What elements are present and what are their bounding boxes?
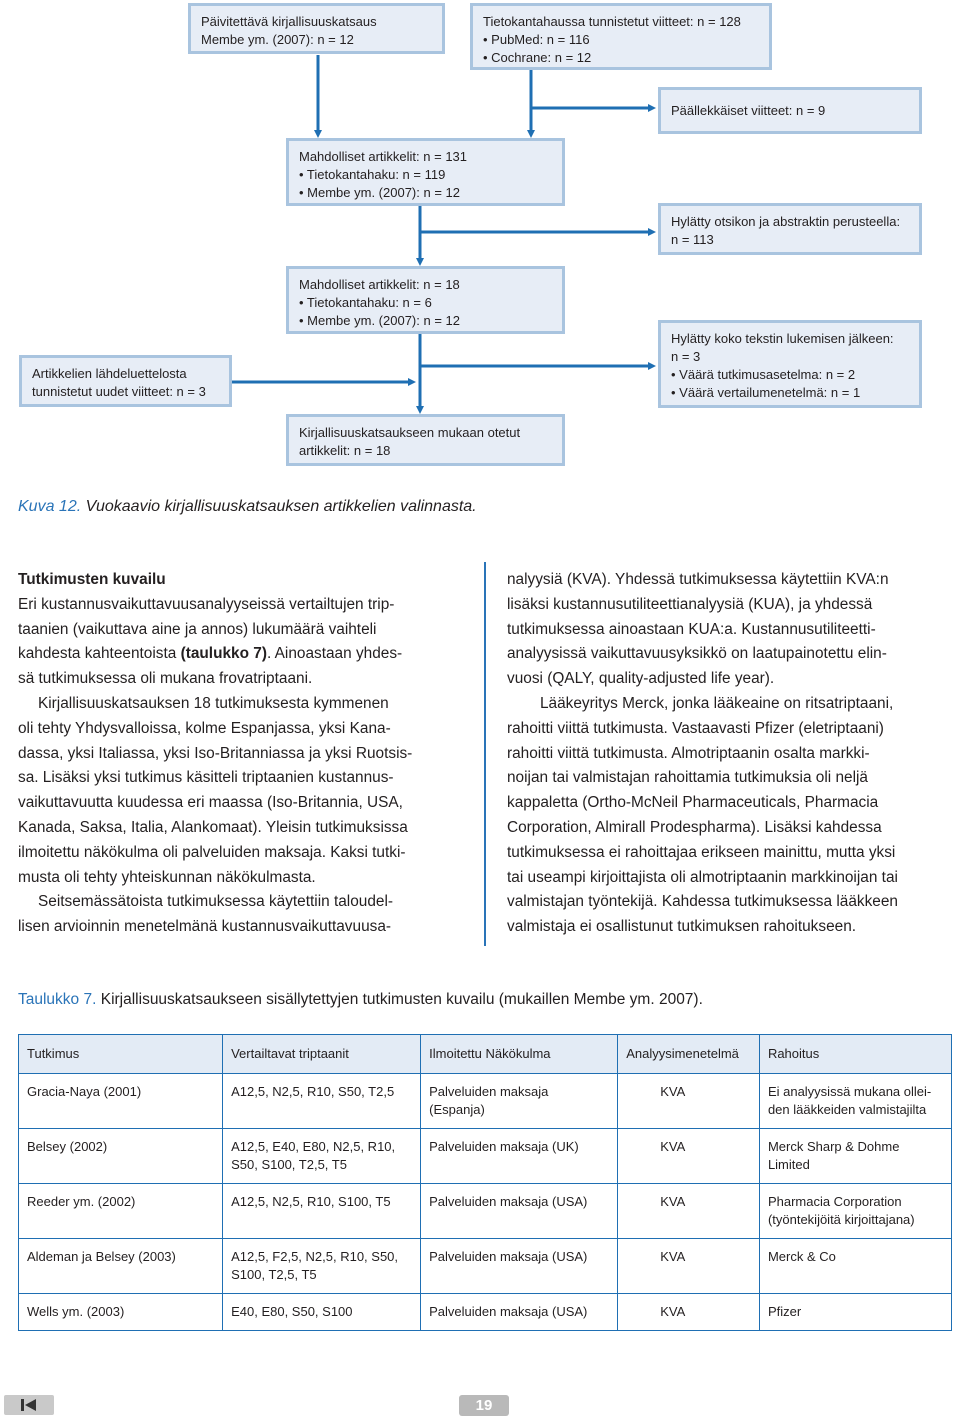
section-heading: Tutkimusten kuvailu — [18, 571, 166, 588]
box-line: Tietokantahaussa tunnistetut viitteet: n = 128 — [483, 14, 741, 29]
box-line: • Cochrane: n = 12 — [483, 50, 592, 65]
table-cell — [19, 1239, 223, 1294]
table-header-row — [19, 1035, 952, 1074]
cell-line: (työntekijöitä kirjoittajana) — [767, 1212, 915, 1227]
cell-line: Limited — [767, 1157, 810, 1172]
box-line: Artikkelien lähdeluettelosta — [32, 366, 187, 381]
box-line: • Tietokantahaku: n = 119 — [299, 167, 446, 182]
cell-line: S50, S100, T2,5, T5 — [231, 1157, 347, 1172]
table-row — [19, 1294, 952, 1331]
box-possible-2 — [286, 266, 565, 334]
box-line: n = 3 — [671, 349, 701, 364]
text-line: kahdesta kahteentoista — [18, 645, 181, 663]
table-row — [19, 1074, 952, 1129]
table-cell — [618, 1239, 760, 1294]
table-cell — [19, 1294, 223, 1331]
table-row — [19, 1129, 952, 1184]
box-line: Membe ym. (2007): n = 12 — [201, 32, 354, 47]
box-rejected-fulltext — [658, 320, 922, 408]
table-cell — [421, 1074, 618, 1129]
cell-line: Palveluiden maksaja (UK) — [429, 1139, 579, 1154]
cell-line: Ei analyysissä mukana ollei- — [767, 1084, 932, 1099]
first-page-button[interactable] — [4, 1395, 54, 1415]
cell-line: Merck Sharp & Dohme — [767, 1139, 900, 1154]
text-line: lisäksi kustannusutiliteettianalyysiä (KUA), ja yhdessä — [507, 595, 873, 613]
text-line: vuosi (QALY, quality-adjusted life year). — [507, 670, 775, 688]
cell-line: den lääkkeiden valmistajilta — [767, 1102, 927, 1117]
text-line: Kirjallisuuskatsauksen 18 tutkimuksesta kymmenen — [38, 694, 389, 712]
table-cell — [421, 1239, 618, 1294]
figure-caption-label: Kuva 12. — [18, 498, 82, 515]
cell-line: KVA — [660, 1304, 686, 1319]
box-update — [188, 3, 445, 54]
cell-line: A12,5, F2,5, N2,5, R10, S50, — [231, 1249, 399, 1264]
body-left-column — [18, 568, 478, 940]
studies-table — [18, 1034, 952, 1331]
text-line: noijan tai valmistajan rahoittamia tutkimuksia oli neljä — [507, 769, 868, 787]
text-line: dassa, yksi Italiassa, yksi Iso-Britanniassa ja yksi Ruotsis- — [18, 744, 413, 762]
column-header: Analyysimenetelmä — [618, 1035, 760, 1074]
text-line: tai useampi kirjoittajista oli almotriptaanin markkinoijan tai — [507, 868, 898, 886]
table-cell — [759, 1129, 951, 1184]
box-included — [286, 414, 565, 466]
table-caption — [18, 991, 703, 1009]
table-cell — [19, 1184, 223, 1239]
cell-line: KVA — [660, 1084, 686, 1099]
cell-line: Belsey (2002) — [27, 1139, 108, 1154]
text-line: sä tutkimuksessa oli mukana frovatriptaani. — [18, 670, 313, 688]
cell-line: KVA — [660, 1249, 686, 1264]
paragraph — [507, 568, 955, 692]
box-line: Hylätty otsikon ja abstraktin perusteella: — [671, 214, 901, 229]
body-right-column — [507, 568, 955, 940]
cell-line: A12,5, N2,5, R10, S100, T5 — [231, 1194, 391, 1209]
table-cell — [421, 1294, 618, 1331]
text-line: lisen arvioinnin menetelmänä kustannusvaikuttavuusa- — [18, 918, 392, 936]
box-line: n = 113 — [671, 232, 714, 247]
first-page-icon — [4, 1395, 54, 1415]
box-line: • PubMed: n = 116 — [483, 32, 590, 47]
paragraph — [18, 890, 478, 940]
page-number: 19 — [459, 1395, 509, 1416]
table-cell — [223, 1129, 421, 1184]
table-cell — [618, 1184, 760, 1239]
text-line: valmistaja ei osallistunut tutkimuksen rahoitukseen. — [507, 918, 857, 936]
table-reference: (taulukko 7) — [180, 645, 267, 663]
text-line: rahoitti viittä tutkimusta. Almotriptaanin osalta markki- — [507, 744, 870, 762]
box-line: Kirjallisuuskatsaukseen mukaan otetut — [299, 425, 521, 440]
table-cell — [19, 1129, 223, 1184]
cell-line: S100, T2,5, T5 — [231, 1267, 317, 1282]
cell-line: Palveluiden maksaja (USA) — [429, 1304, 588, 1319]
text-line: rahoitti viittä tutkimusta. Vastaavasti Pfizer (eletriptaani) — [507, 719, 884, 737]
table-cell — [759, 1184, 951, 1239]
table-cell — [223, 1294, 421, 1331]
cell-line: A12,5, E40, E80, N2,5, R10, — [231, 1139, 396, 1154]
cell-line: (Espanja) — [429, 1102, 485, 1117]
table-cell — [223, 1184, 421, 1239]
text-line: . Ainoastaan yhdes- — [266, 645, 403, 663]
column-header: Tutkimus — [19, 1035, 223, 1074]
column-header: Ilmoitettu Näkökulma — [421, 1035, 618, 1074]
paragraph — [18, 692, 478, 890]
box-databases — [470, 3, 772, 70]
cell-line: Aldeman ja Belsey (2003) — [27, 1249, 176, 1264]
table-cell — [223, 1074, 421, 1129]
box-line: Päällekkäiset viitteet: n = 9 — [671, 103, 826, 118]
text-line: valmistajan työntekijä. Kahdessa tutkimuksessa lääkkeen — [507, 893, 898, 911]
paragraph — [507, 692, 955, 940]
cell-line: Merck & Co — [767, 1249, 836, 1264]
text-line: Seitsemässätoista tutkimuksessa käytettiin taloudel- — [38, 893, 393, 911]
box-line: • Väärä vertailumenetelmä: n = 1 — [671, 385, 861, 400]
column-header: Rahoitus — [759, 1035, 951, 1074]
table-caption-label: Taulukko 7. — [18, 991, 97, 1008]
paragraph — [18, 593, 478, 692]
text-line: ilmoitettu näkökulma oli palveluiden maksaja. Kaksi tutki- — [18, 843, 406, 861]
cell-line: KVA — [660, 1194, 686, 1209]
table-cell — [421, 1129, 618, 1184]
text-line: tutkimuksessa ainoastaan KUA:a. Kustannusutiliteetti- — [507, 620, 876, 638]
box-line: Mahdolliset artikkelit: n = 131 — [299, 149, 468, 164]
cell-line: Pharmacia Corporation — [767, 1194, 902, 1209]
cell-line: KVA — [660, 1139, 686, 1154]
box-line: Päivitettävä kirjallisuuskatsaus — [201, 14, 377, 29]
cell-line: E40, E80, S50, S100 — [231, 1304, 353, 1319]
text-line: Corporation, Almirall Prodespharma). Lisäksi kahdessa — [507, 818, 882, 836]
box-line: artikkelit: n = 18 — [299, 443, 391, 458]
text-line: oli tehty Yhdysvalloissa, kolme Espanjassa, yksi Kana- — [18, 719, 391, 737]
box-rejected-abstract — [658, 203, 922, 255]
table-cell — [759, 1294, 951, 1331]
cell-line: Wells ym. (2003) — [27, 1304, 125, 1319]
box-line: • Väärä tutkimusasetelma: n = 2 — [671, 367, 856, 382]
box-line: Hylätty koko tekstin lukemisen jälkeen: — [671, 331, 894, 346]
table-cell — [618, 1294, 760, 1331]
table-cell — [759, 1074, 951, 1129]
box-line: Mahdolliset artikkelit: n = 18 — [299, 277, 460, 292]
column-divider — [484, 562, 486, 946]
table-cell — [223, 1239, 421, 1294]
table-cell — [19, 1074, 223, 1129]
text-line: nalyysiä (KVA). Yhdessä tutkimuksessa käytettiin KVA:n — [507, 571, 889, 588]
table-caption-text: Kirjallisuuskatsaukseen sisällytettyjen tutkimusten kuvailu (mukaillen Membe ym. 2007). — [96, 991, 703, 1008]
table-row — [19, 1184, 952, 1239]
cell-line: A12,5, N2,5, R10, S50, T2,5 — [231, 1084, 395, 1099]
table-cell — [618, 1129, 760, 1184]
text-line: analyysissä vaikuttavuusyksikkö on laatupainotettu elin- — [507, 645, 887, 663]
text-line: vaikuttavuutta kuudessa eri maassa (Iso-Britannia, USA, — [18, 794, 403, 812]
box-line: • Membe ym. (2007): n = 12 — [299, 185, 460, 200]
text-line: musta oli tehty yhteiskunnan näkökulmasta. — [18, 868, 316, 886]
table-cell — [421, 1184, 618, 1239]
table-cell — [618, 1074, 760, 1129]
cell-line: Palveluiden maksaja (USA) — [429, 1249, 588, 1264]
figure-caption-text: Vuokaavio kirjallisuuskatsauksen artikkelien valinnasta. — [81, 498, 477, 515]
text-line: Lääkeyritys Merck, jonka lääkeaine on ritsatriptaani, — [540, 694, 894, 712]
cell-line: Gracia-Naya (2001) — [27, 1084, 142, 1099]
column-header: Vertailtavat triptaanit — [223, 1035, 421, 1074]
box-line: tunnistetut uudet viitteet: n = 3 — [32, 384, 206, 399]
box-duplicates — [658, 87, 922, 134]
table-row — [19, 1239, 952, 1294]
table-cell — [759, 1239, 951, 1294]
box-line: • Tietokantahaku: n = 6 — [299, 295, 432, 310]
text-line: sa. Lisäksi yksi tutkimus käsitteli triptaanien kustannus- — [18, 769, 394, 787]
cell-line: Pfizer — [767, 1304, 802, 1319]
text-line: Eri kustannusvaikuttavuusanalyyseissä vertailtujen trip- — [18, 595, 395, 613]
text-line: tutkimuksessa ei rahoittajaa erikseen mainittu, mutta yksi — [507, 843, 896, 861]
box-references — [19, 355, 232, 407]
text-line: kappaletta (Ortho-McNeil Pharmaceuticals, Pharmacia — [507, 794, 879, 812]
cell-line: Palveluiden maksaja — [429, 1084, 549, 1099]
figure-caption — [18, 498, 477, 516]
cell-line: Reeder ym. (2002) — [27, 1194, 136, 1209]
text-line: taanien (vaikuttava aine ja annos) lukumäärä vaihteli — [18, 620, 377, 638]
cell-line: Palveluiden maksaja (USA) — [429, 1194, 588, 1209]
box-possible-1 — [286, 138, 565, 206]
box-line: • Membe ym. (2007): n = 12 — [299, 313, 460, 328]
text-line: Kanada, Saksa, Italia, Alankomaat). Yleisin tutkimuksissa — [18, 818, 408, 836]
